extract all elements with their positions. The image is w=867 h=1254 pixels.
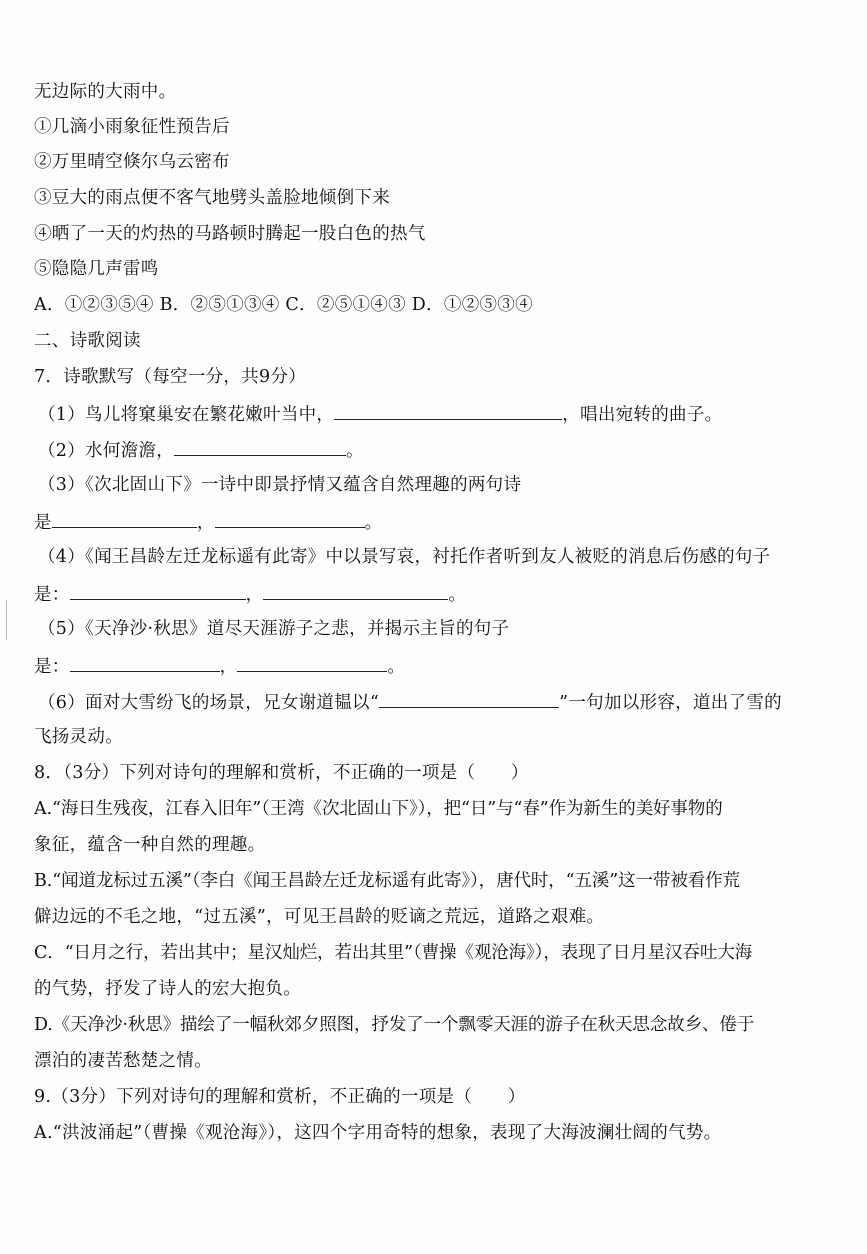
question-8-option-b xyxy=(34,869,740,893)
text: ”一句加以形容，道出了雪的 xyxy=(559,693,782,713)
text: 僻边远的不毛之地，“过五溪”，可见王昌龄的贬谪之荒远，道路之艰难。 xyxy=(34,907,605,927)
text: C．“日月之行，若出其中；星汉灿烂，若出其里”（曹操《观沧海》），表现了日月星汉吞吐大海 xyxy=(34,943,753,963)
text: 是： xyxy=(34,657,70,677)
text: 8．（3分）下列对诗句的理解和赏析，不正确的一项是（ ） xyxy=(34,763,529,783)
text: （6）面对大雪纷飞的场景，兄女谢道韫以“ xyxy=(38,693,380,713)
text: 。 xyxy=(364,513,383,533)
scan-edge-mark xyxy=(6,600,7,640)
question-7-item-5 xyxy=(38,617,509,641)
answer-blank[interactable] xyxy=(52,509,197,528)
question-7-item-3 xyxy=(38,473,521,497)
question-7-item-6 xyxy=(38,689,782,715)
question-8-heading xyxy=(34,761,529,785)
text: ①几滴小雨象征性预告后 xyxy=(34,117,230,137)
text: ，唱出宛转的曲子。 xyxy=(562,405,723,425)
question-7-item-3-answer xyxy=(34,509,382,535)
answer-blank[interactable] xyxy=(237,653,387,672)
sentence-option-4 xyxy=(34,222,426,246)
text: ， xyxy=(196,513,215,533)
question-9-option-a xyxy=(34,1121,721,1145)
question-8-option-d-cont xyxy=(34,1049,212,1073)
text: 飞扬灵动。 xyxy=(34,727,123,747)
question-7-item-2 xyxy=(38,437,364,463)
text: ， xyxy=(245,585,264,605)
answer-blank[interactable] xyxy=(334,401,562,420)
answer-blank[interactable] xyxy=(174,437,346,456)
text: （3）《次北固山下》一诗中即景抒情又蕴含自然理趣的两句诗 xyxy=(38,475,522,495)
text: 9.（3分）下列对诗句的理解和赏析，不正确的一项是（ ） xyxy=(34,1087,526,1107)
question-7-item-5-answer xyxy=(34,653,405,679)
text: 象征，蕴含一种自然的理趣。 xyxy=(34,835,266,855)
text: 。 xyxy=(387,657,406,677)
text: 。 xyxy=(346,441,364,461)
text: D.《天净沙·秋思》描绘了一幅秋郊夕照图，抒发了一个飘零天涯的游子在秋天思念故乡、倦于 xyxy=(34,1015,755,1035)
text: 是 xyxy=(34,513,52,533)
question-8-option-b-cont xyxy=(34,905,604,929)
text: （2）水何澹澹， xyxy=(38,441,175,461)
text: A.“洪波涌起”（曹操《观沧海》），这四个字用奇特的想象，表现了大海波澜壮阔的气势。 xyxy=(34,1123,722,1143)
question-8-option-d xyxy=(34,1013,754,1037)
text: ③豆大的雨点便不客气地劈头盖脸地倾倒下来 xyxy=(34,188,390,208)
answer-blank[interactable] xyxy=(215,509,365,528)
text: A．①②③⑤④ B．②⑤①③④ C．②⑤①④③ D．①②⑤③④ xyxy=(34,295,533,315)
question-9-heading xyxy=(34,1085,526,1109)
section-heading-poetry xyxy=(34,329,141,353)
text: ④晒了一天的灼热的马路顿时腾起一股白色的热气 xyxy=(34,224,426,244)
text: 二、诗歌阅读 xyxy=(34,331,141,351)
text: （4）《闻王昌龄左迁龙标遥有此寄》中以景写哀，衬托作者听到友人被贬的消息后伤感的句子 xyxy=(38,547,771,567)
question-8-option-c xyxy=(34,941,752,965)
question-7-item-4 xyxy=(38,545,770,569)
question-7-item-6-cont xyxy=(34,725,123,749)
text: 。 xyxy=(448,585,467,605)
sentence-option-1 xyxy=(34,115,230,139)
answer-blank[interactable] xyxy=(70,581,246,600)
text: 漂泊的凄苦愁楚之情。 xyxy=(34,1051,212,1071)
answer-blank[interactable] xyxy=(379,689,559,708)
text: ， xyxy=(219,657,238,677)
text: （5）《天净沙·秋思》道尽天涯游子之悲，并揭示主旨的句子 xyxy=(38,619,510,639)
text: B.“闻道龙标过五溪”（李白《闻王昌龄左迁龙标遥有此寄》），唐代时，“五溪”这一带被看作荒 xyxy=(34,871,740,891)
question-7-heading xyxy=(34,365,306,389)
question-8-option-c-cont xyxy=(34,977,301,1001)
sentence-option-5 xyxy=(34,257,159,281)
question-8-option-a xyxy=(34,797,723,821)
sentence-option-2 xyxy=(34,150,230,174)
text: ②万里晴空倏尔乌云密布 xyxy=(34,152,230,172)
question-7-item-4-answer xyxy=(34,581,466,607)
question-6-stem-end xyxy=(34,80,176,104)
text: 的气势，抒发了诗人的宏大抱负。 xyxy=(34,979,301,999)
text: 是： xyxy=(34,585,70,605)
text: （1）鸟儿将窠巢安在繁花嫩叶当中， xyxy=(38,405,335,425)
text: 7．诗歌默写（每空一分，共9分） xyxy=(34,367,307,387)
text: ⑤隐隐几声雷鸣 xyxy=(34,259,159,279)
question-6-choices xyxy=(34,293,533,317)
question-8-option-a-cont xyxy=(34,833,265,857)
sentence-option-3 xyxy=(34,186,390,210)
answer-blank[interactable] xyxy=(263,581,448,600)
question-7-item-1 xyxy=(38,401,722,427)
text: 无边际的大雨中。 xyxy=(34,82,177,102)
text: A.“海日生残夜，江春入旧年”（王湾《次北固山下》），把“日”与“春”作为新生的美好事物的 xyxy=(34,799,723,819)
answer-blank[interactable] xyxy=(70,653,220,672)
